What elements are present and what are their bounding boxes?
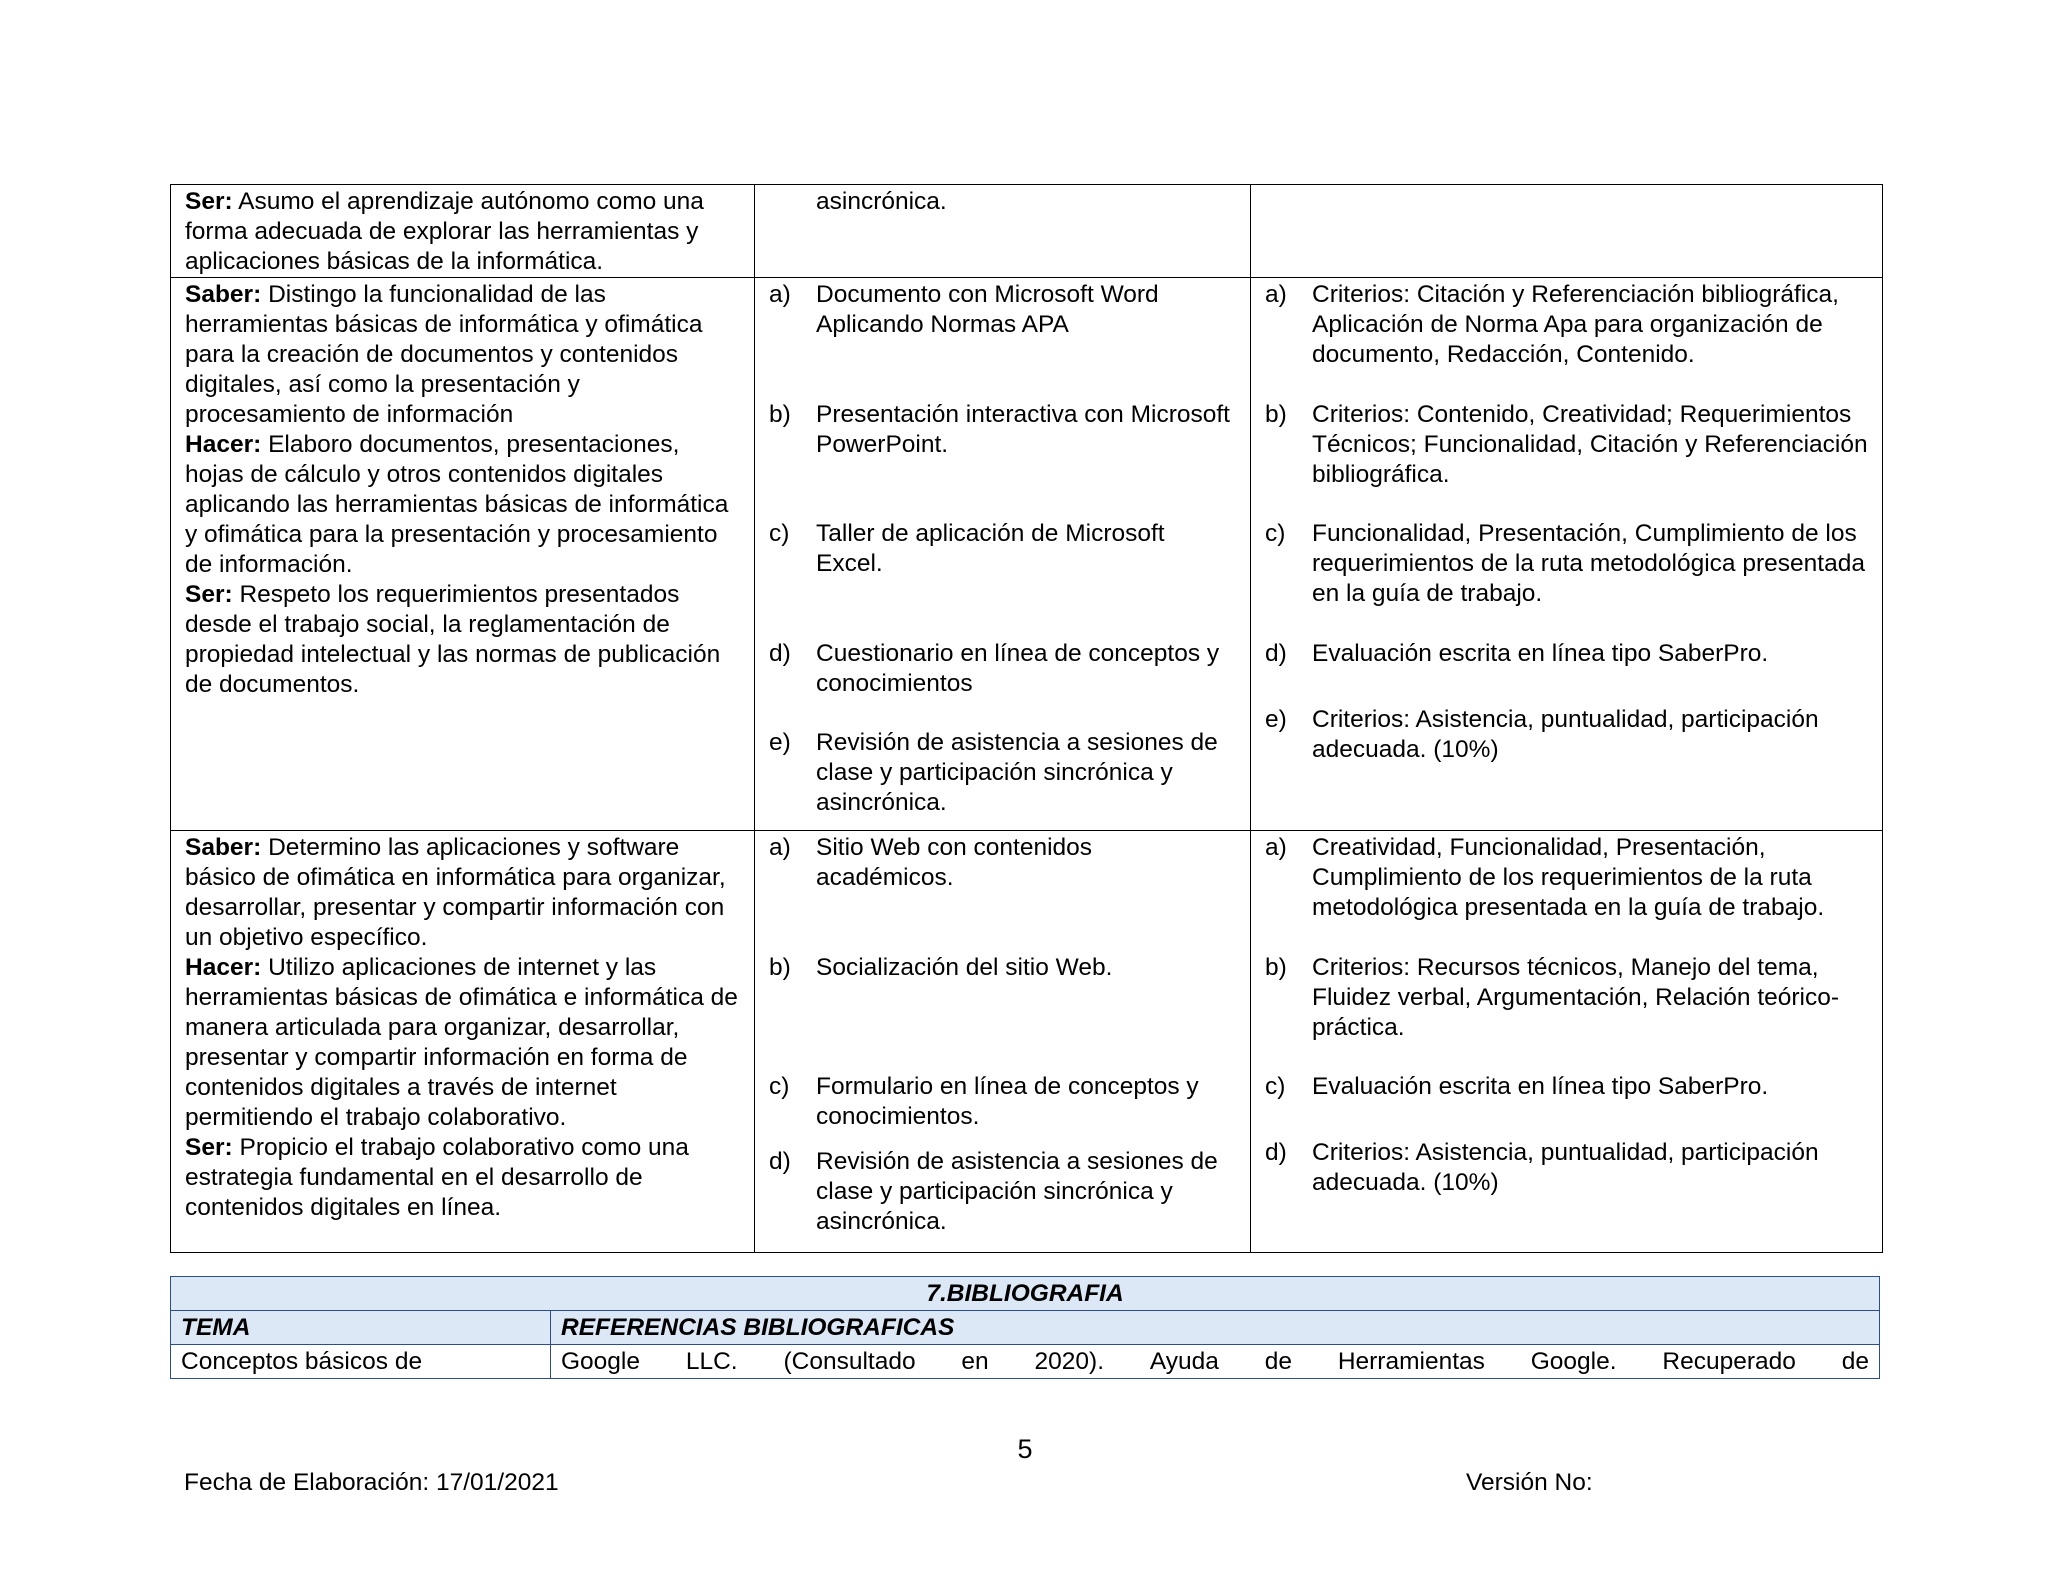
competencias-cell [171, 185, 755, 278]
reference-word: de [1841, 1347, 1869, 1375]
competencia-label: Ser: [185, 581, 233, 608]
evidencia-item [769, 953, 1236, 1072]
reference-word: Herramientas [1337, 1347, 1485, 1375]
item-text: Formulario en línea de conceptos y conocimientos. [816, 1073, 1199, 1130]
referencia-cell [551, 1345, 1880, 1379]
item-letter: c) [769, 1073, 790, 1100]
item-letter: e) [769, 729, 791, 756]
competencia-item [185, 580, 740, 700]
bibliography-table [170, 1276, 1880, 1379]
competencia-text: Distingo la funcionalidad de las herramientas básicas de informática y ofimática para la creación de documentos y contenidos digitales, así como la presentación y procesamiento de información [185, 281, 703, 428]
tema-cell: Conceptos básicos de [171, 1345, 551, 1379]
criterio-item [1265, 519, 1868, 639]
item-text: Cuestionario en línea de conceptos y conocimientos [816, 640, 1220, 697]
item-letter: a) [769, 281, 791, 308]
item-text: Creatividad, Funcionalidad, Presentación, Cumplimiento de los requerimientos de la ruta metodológica presentada en la guía de trabajo. [1312, 834, 1825, 921]
competencia-text: Utilizo aplicaciones de internet y las herramientas básicas de ofimática e informática de manera articulada para organizar, desarrollar, presentar y compartir información en forma de contenidos digitales a través de internet permitiendo el trabajo colaborativo. [185, 954, 738, 1131]
competencia-label: Saber: [185, 834, 262, 861]
evidencia-item [769, 833, 1236, 953]
evidencias-cell [755, 278, 1251, 831]
reference-word: Ayuda [1149, 1347, 1219, 1375]
item-text: Taller de aplicación de Microsoft Excel. [816, 520, 1165, 577]
item-text: Criterios: Contenido, Creatividad; Requerimientos Técnicos; Funcionalidad, Citación y Referenciación bibliográfica. [1312, 401, 1868, 488]
item-letter: c) [1265, 1073, 1286, 1100]
item-letter: b) [1265, 954, 1287, 981]
item-letter: c) [1265, 520, 1286, 547]
fecha-elaboracion: Fecha de Elaboración: 17/01/2021 [184, 1469, 559, 1496]
competencia-item [185, 280, 740, 430]
competencia-item [185, 1133, 740, 1223]
item-text: Presentación interactiva con Microsoft PowerPoint. [816, 401, 1230, 458]
table-row [171, 1345, 1880, 1379]
column-header-referencias: REFERENCIAS BIBLIOGRAFICAS [551, 1311, 1880, 1345]
competencia-label: Ser: [185, 1134, 233, 1161]
evidencias-cell [755, 831, 1251, 1253]
bibliography-header-row [171, 1311, 1880, 1345]
competencia-text: Determino las aplicaciones y software básico de ofimática en informática para organizar, desarrollar, presentar y compartir información con un objetivo específico. [185, 834, 726, 951]
item-text: Sitio Web con contenidos académicos. [816, 834, 1093, 891]
evidencia-item [769, 280, 1236, 400]
item-letter: b) [1265, 401, 1287, 428]
criterio-item [1265, 280, 1868, 400]
item-text: Revisión de asistencia a sesiones de clase y participación sincrónica y asincrónica. [816, 1148, 1218, 1235]
evidencia-continuation: asincrónica. [816, 188, 947, 215]
competencia-item [185, 953, 740, 1133]
item-text: Criterios: Asistencia, puntualidad, participación adecuada. (10%) [1312, 706, 1819, 763]
item-text: Criterios: Recursos técnicos, Manejo del tema, Fluidez verbal, Argumentación, Relación teórico-práctica. [1312, 954, 1840, 1041]
criterios-cell [1251, 831, 1883, 1253]
competencia-text: Propicio el trabajo colaborativo como una estrategia fundamental en el desarrollo de contenidos digitales en línea. [185, 1134, 689, 1221]
item-letter: c) [769, 520, 790, 547]
competencia-text: Asumo el aprendizaje autónomo como una forma adecuada de explorar las herramientas y aplicaciones básicas de la informática. [185, 188, 704, 275]
item-letter: d) [769, 640, 791, 667]
evidencias-cell [755, 185, 1251, 278]
item-text: Evaluación escrita en línea tipo SaberPro. [1312, 1073, 1769, 1100]
competencia-item [185, 187, 740, 277]
competencia-item [185, 833, 740, 953]
competencia-label: Ser: [185, 188, 233, 215]
version-label: Versión No: [1466, 1469, 1593, 1496]
evidencia-item [769, 728, 1236, 818]
item-letter: b) [769, 401, 791, 428]
item-text: Criterios: Asistencia, puntualidad, participación adecuada. (10%) [1312, 1139, 1819, 1196]
criterio-item [1265, 1138, 1868, 1198]
reference-word: Google. [1530, 1347, 1617, 1375]
reference-word: (Consultado [783, 1347, 916, 1375]
item-letter: a) [1265, 281, 1287, 308]
evidencia-item [769, 639, 1236, 728]
criterio-item [1265, 953, 1868, 1072]
item-letter: a) [769, 834, 791, 861]
criterio-item [1265, 639, 1868, 705]
reference-word: de [1264, 1347, 1292, 1375]
item-letter: d) [1265, 640, 1287, 667]
page-number: 5 [1017, 1434, 1033, 1464]
bibliography-title-row [171, 1277, 1880, 1311]
item-letter: e) [1265, 706, 1287, 733]
competencia-label: Hacer: [185, 954, 262, 981]
referencia-text [561, 1347, 1869, 1377]
evaluation-table [170, 184, 1883, 1253]
item-text: Documento con Microsoft Word Aplicando Normas APA [816, 281, 1159, 338]
item-letter: d) [769, 1148, 791, 1175]
table-row [171, 278, 1883, 831]
item-text: Evaluación escrita en línea tipo SaberPro. [1312, 640, 1769, 667]
competencia-text: Respeto los requerimientos presentados desde el trabajo social, la reglamentación de propiedad intelectual y las normas de publicación de documentos. [185, 581, 721, 698]
item-letter: a) [1265, 834, 1287, 861]
item-text: Criterios: Citación y Referenciación bibliográfica, Aplicación de Norma Apa para organización de documento, Redacción, Contenido. [1312, 281, 1839, 368]
item-text: Revisión de asistencia a sesiones de clase y participación sincrónica y asincrónica. [816, 729, 1218, 816]
criterio-item [1265, 833, 1868, 953]
bibliography-title: 7.BIBLIOGRAFIA [171, 1277, 1880, 1311]
criterios-cell [1251, 278, 1883, 831]
criterio-item [1265, 400, 1868, 519]
item-letter: b) [769, 954, 791, 981]
competencia-label: Hacer: [185, 431, 262, 458]
evidencia-item [769, 519, 1236, 639]
reference-word: en [961, 1347, 989, 1375]
competencia-item [185, 430, 740, 580]
reference-word: LLC. [685, 1347, 738, 1375]
table-row [171, 831, 1883, 1253]
competencia-text: Elaboro documentos, presentaciones, hojas de cálculo y otros contenidos digitales aplicando las herramientas básicas de informática y ofimática para la presentación y procesamiento de información. [185, 431, 729, 578]
item-letter: d) [1265, 1139, 1287, 1166]
criterio-item [1265, 1072, 1868, 1138]
column-header-tema: TEMA [171, 1311, 551, 1345]
item-text: Socialización del sitio Web. [816, 954, 1113, 981]
evidencia-item [769, 400, 1236, 519]
criterios-cell [1251, 185, 1883, 278]
reference-word: 2020). [1034, 1347, 1104, 1375]
table-row [171, 185, 1883, 278]
competencias-cell [171, 278, 755, 831]
reference-word: Google [561, 1347, 641, 1375]
reference-word: Recuperado [1662, 1347, 1796, 1375]
competencias-cell [171, 831, 755, 1253]
criterio-item [1265, 705, 1868, 765]
evidencia-item [769, 1072, 1236, 1147]
competencia-label: Saber: [185, 281, 262, 308]
item-text: Funcionalidad, Presentación, Cumplimiento de los requerimientos de la ruta metodológica presentada en la guía de trabajo. [1312, 520, 1865, 607]
evidencia-item [769, 1147, 1236, 1237]
